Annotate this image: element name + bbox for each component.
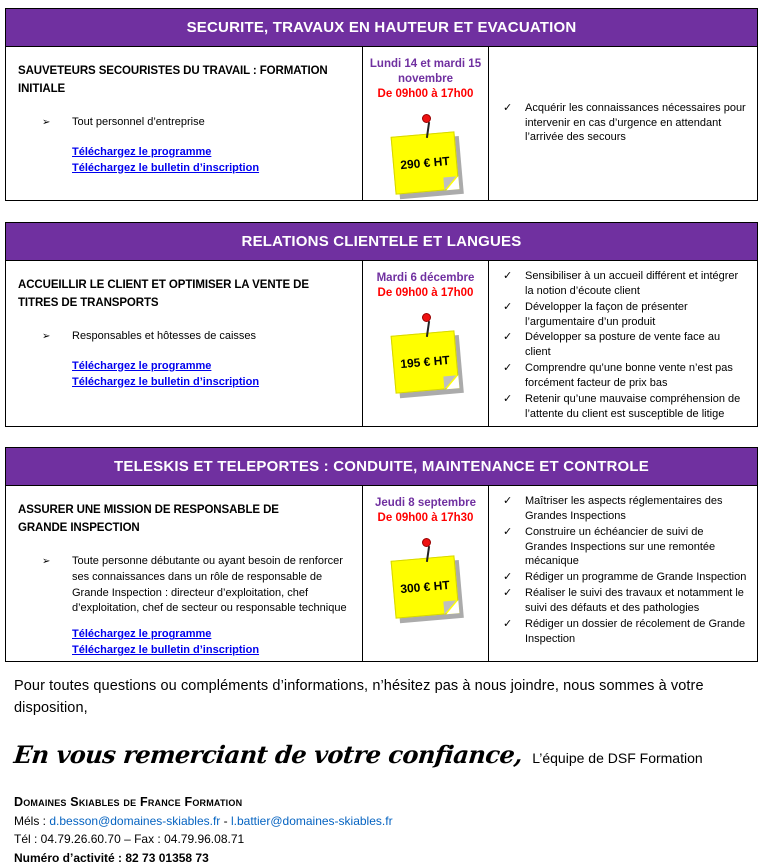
course-title: ACCUEILLIR LE CLIENT ET OPTIMISER LA VENTE DE TITRES DE TRANSPORTS	[18, 279, 309, 309]
course-date: Lundi 14 et mardi 15 novembre	[369, 58, 482, 85]
pin-head-icon	[422, 538, 431, 547]
objective-item	[495, 300, 749, 330]
sticky-note-area	[367, 532, 484, 628]
download-bulletin-link[interactable]: Téléchargez le bulletin d’inscription	[72, 644, 260, 657]
objective-text: Acquérir les connaissances nécessaires pour intervenir en cas d’urgence en attendant l’arrivée des secours	[525, 101, 746, 144]
arrow-bullet-icon: ➢	[42, 555, 51, 567]
audience-row	[42, 115, 350, 131]
date-price-cell	[363, 486, 489, 661]
checkmark-icon: ✓	[503, 617, 513, 630]
checkmark-icon: ✓	[503, 270, 513, 282]
company-name: Domaines Skiables de France Formation	[14, 794, 243, 809]
date-price-cell	[363, 261, 489, 426]
objective-text: Développer la façon de présenter l’argumentaire d’un produit	[525, 300, 688, 328]
pin-head-icon	[422, 114, 431, 123]
course-price: 290 € HT	[399, 153, 451, 172]
objective-item	[495, 361, 749, 391]
course-price: 300 € HT	[399, 577, 451, 596]
section-header-relations: RELATIONS CLIENTELE ET LANGUES	[6, 223, 757, 261]
section-body	[6, 47, 757, 200]
course-time: De 09h00 à 17h00	[377, 286, 474, 299]
download-bulletin-link[interactable]: Téléchargez le bulletin d’inscription	[72, 375, 260, 388]
objectives-cell	[489, 47, 757, 200]
checkmark-icon: ✓	[503, 525, 513, 538]
download-program-link[interactable]: Téléchargez le programme	[72, 628, 212, 641]
audience-text: Responsables et hôtesses de caisses	[72, 329, 257, 342]
date-price-cell	[363, 47, 489, 200]
audience-text: Tout personnel d’entreprise	[72, 115, 205, 128]
section-teleskis	[5, 447, 758, 662]
objective-item	[495, 392, 749, 422]
download-links	[72, 359, 350, 391]
section-securite	[5, 8, 758, 201]
section-body	[6, 486, 757, 661]
checkmark-icon: ✓	[503, 101, 513, 114]
sticky-note-area	[367, 108, 484, 204]
objective-item	[495, 570, 749, 585]
thanks-line	[14, 740, 749, 769]
course-price: 195 € HT	[399, 352, 451, 372]
objective-text: Réaliser le suivi des travaux et notamment le suivi des défauts et des pathologies	[525, 587, 744, 614]
checkmark-icon: ✓	[503, 495, 513, 507]
objective-text: Maîtriser les aspects réglementaires des Grandes Inspections	[525, 495, 723, 522]
arrow-bullet-icon: ➢	[42, 116, 51, 128]
course-time: De 09h00 à 17h30	[377, 511, 474, 524]
checkmark-icon: ✓	[503, 587, 513, 600]
email-separator: -	[223, 813, 228, 828]
course-title: SAUVETEURS SECOURISTES DU TRAVAIL : FORMATION INITIALE	[18, 65, 328, 95]
course-info-cell	[6, 486, 363, 661]
course-info-cell	[6, 47, 363, 200]
price-sticky-note	[391, 330, 460, 393]
objective-item	[495, 330, 749, 360]
section-relations-clientele	[5, 222, 758, 427]
objective-text: Développer sa posture de vente face au client	[525, 331, 721, 359]
download-links	[72, 145, 350, 177]
objective-item	[495, 269, 749, 299]
audience-row	[42, 329, 350, 345]
objective-text: Sensibiliser à un accueil différent et intégrer la notion d’écoute client	[525, 270, 739, 297]
arrow-bullet-icon: ➢	[42, 330, 51, 342]
audience-row	[42, 554, 350, 618]
email-link-besson[interactable]: d.besson@domaines-skiables.fr	[49, 813, 221, 828]
course-info-cell	[6, 261, 363, 426]
emails-line	[14, 812, 749, 831]
audience-text: Toute personne débutante ou ayant besoin de renforcer ses connaissances dans un rôle de responsable de Grande Inspection : directeur d’exploitation, chef d’exploitation, chef de secteur ou responsable technique	[72, 554, 347, 615]
tel-fax-line: Tél : 04.79.26.60.70 – Fax : 04.79.96.08.71	[14, 832, 245, 847]
objective-text: Rédiger un dossier de récolement de Grande Inspection	[525, 617, 746, 645]
thanks-script-text: En vous remerciant de votre confiance,	[12, 739, 524, 769]
company-block	[14, 793, 749, 868]
download-program-link[interactable]: Téléchargez le programme	[72, 145, 212, 158]
checkmark-icon: ✓	[503, 300, 513, 313]
section-body	[6, 261, 757, 426]
closing-paragraph: Pour toutes questions ou compléments d’informations, n’hésitez pas à nous joindre, nous sommes à votre disposition,	[14, 678, 704, 716]
section-header-teleskis: TELESKIS ET TELEPORTES : CONDUITE, MAINTENANCE ET CONTROLE	[6, 448, 757, 486]
course-date: Jeudi 8 septembre	[375, 497, 476, 509]
download-program-link[interactable]: Téléchargez le programme	[72, 359, 212, 372]
team-signature: L’équipe de DSF Formation	[532, 749, 703, 766]
sticky-note-area	[367, 307, 484, 403]
objective-item	[495, 617, 749, 647]
course-time: De 09h00 à 17h00	[377, 87, 474, 100]
price-sticky-note	[391, 131, 460, 194]
objective-item	[495, 525, 749, 570]
course-title: ASSURER UNE MISSION DE RESPONSABLE DE GRANDE INSPECTION	[18, 504, 279, 534]
pin-head-icon	[422, 313, 431, 322]
checkmark-icon: ✓	[503, 571, 513, 584]
email-link-battier[interactable]: l.battier@domaines-skiables.fr	[230, 813, 393, 828]
objective-text: Comprendre qu’une bonne vente n’est pas forcément facteur de prix bas	[525, 362, 733, 389]
objective-text: Retenir qu’une mauvaise compréhension de l’attente du client est susceptible de litige	[525, 392, 741, 420]
activity-number-line: Numéro d’activité : 82 73 01358 73	[14, 851, 209, 866]
price-sticky-note	[391, 555, 460, 618]
checkmark-icon: ✓	[503, 392, 513, 405]
objectives-cell	[489, 486, 757, 661]
course-date: Mardi 6 décembre	[376, 272, 475, 284]
objective-item	[495, 586, 749, 616]
emails-label: Méls :	[14, 813, 47, 828]
objective-item	[495, 101, 749, 146]
objective-text: Rédiger un programme de Grande Inspection	[525, 571, 747, 584]
objectives-cell	[489, 261, 757, 426]
objective-text: Construire un échéancier de suivi de Grandes Inspections sur une remontée mécanique	[525, 525, 716, 568]
download-links	[72, 627, 350, 659]
checkmark-icon: ✓	[503, 362, 513, 375]
section-header-securite: SECURITE, TRAVAUX EN HAUTEUR ET EVACUATION	[6, 9, 757, 47]
objective-item	[495, 494, 749, 524]
checkmark-icon: ✓	[503, 331, 513, 344]
footer	[14, 676, 749, 868]
download-bulletin-link[interactable]: Téléchargez le bulletin d’inscription	[72, 161, 260, 174]
